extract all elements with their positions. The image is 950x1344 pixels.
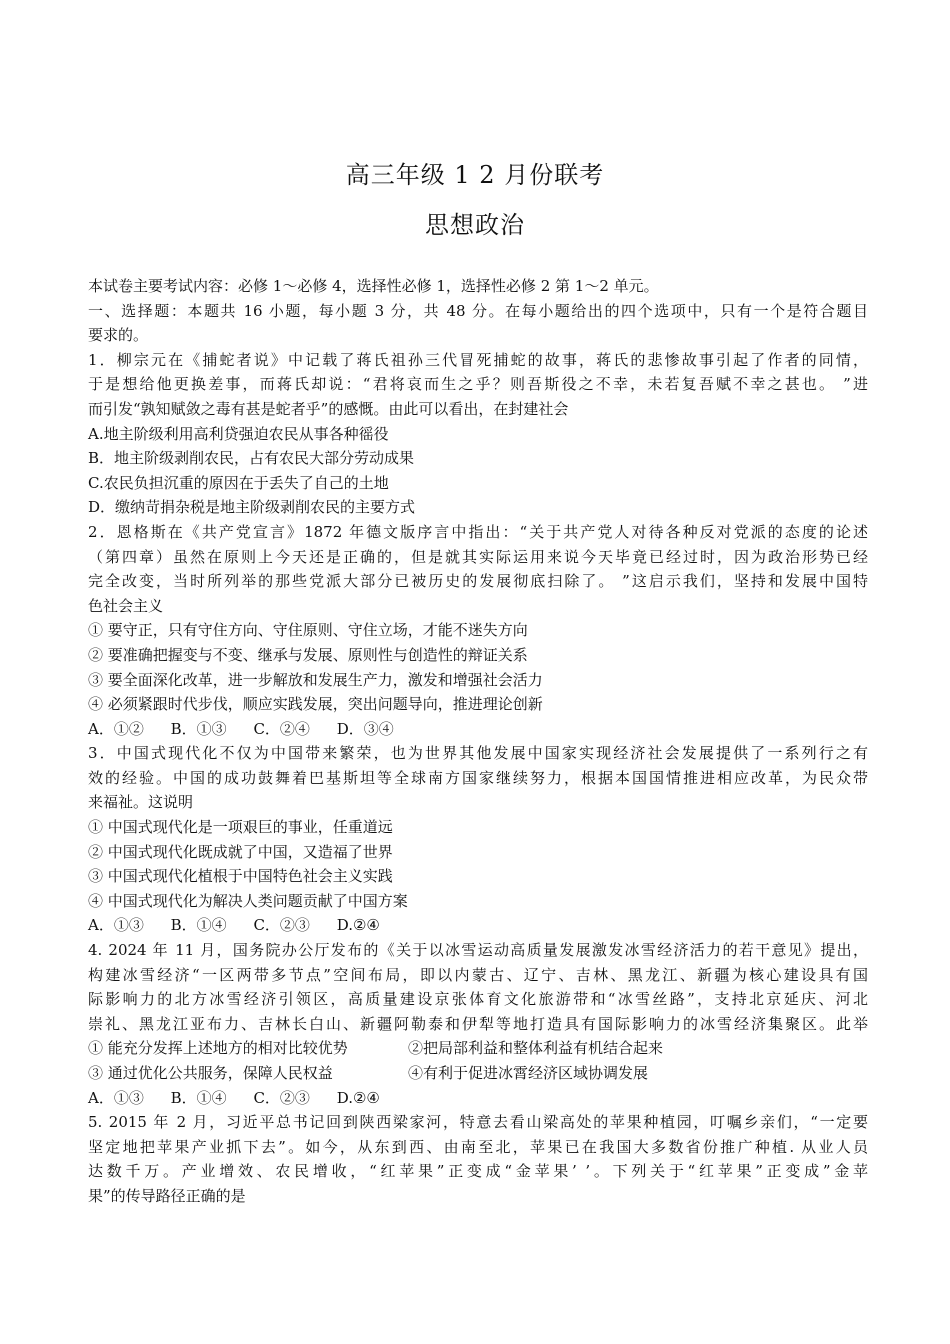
- statement-1: ① 中国式现代化是一项艰巨的事业，任重道远: [88, 818, 393, 837]
- question-stem-line: 2．恩格斯在《共产党宣言》1872 年德文版序言中指出：“关于共产党人对待各种反对党派的态度的论述: [88, 522, 868, 541]
- question-4: [88, 938, 868, 1110]
- section-instruction-cont: 要求的。: [88, 326, 149, 345]
- question-stem-line: 5. 2015 年 2 月，习近平总书记回到陕西梁家河，特意去看山梁高处的苹果种植园，叮嘱乡亲们，“一定要: [88, 1113, 868, 1132]
- subject-title: 思想政治: [425, 211, 525, 239]
- option-d: D．缴纳苛捐杂税是地主阶级剥削农民的主要方式: [88, 498, 416, 517]
- question-stem-line: 构建冰雪经济“一区两带多节点”空间布局，即以内蒙古、辽宁、吉林、黑龙江、新疆为核心建设具有国: [88, 965, 868, 984]
- choice-a: A．①②: [88, 719, 144, 738]
- answer-choices: [88, 717, 868, 742]
- statement-2: ② 中国式现代化既成就了中国，又造福了世界: [88, 842, 393, 861]
- question-stem-line: 达数千万。产业增效、农民增收，“红苹果”正变成“金苹果’ ’。下列关于“红苹果”正变成”金苹: [88, 1162, 868, 1181]
- section-instruction: 一、选择题：本题共 16 小题，每小题 3 分，共 48 分。在每小题给出的四个选项中，只有一个是符合题目: [88, 301, 868, 320]
- question-2: [88, 520, 868, 741]
- choice-c: C．②④: [253, 719, 310, 738]
- exam-title: 高三年级 1 2 月份联考: [345, 161, 605, 189]
- statement-4: ④ 中国式现代化为解决人类问题贡献了中国方案: [88, 891, 408, 910]
- question-stem-line: 于是想给他更换差事，而蒋氏却说：“君将哀而生之乎？则吾斯役之不幸，未若复吾赋不幸之甚也。 ”进: [88, 375, 868, 394]
- question-stem-line: 1．柳宗元在《捕蛇者说》中记载了蒋氏祖孙三代冒死捕蛇的故事，蒋氏的悲惨故事引起了作者的同情，: [88, 350, 868, 369]
- option-b: B．地主阶级剥削农民，占有农民大部分劳动成果: [88, 449, 415, 468]
- choice-d: D．③④: [336, 719, 394, 738]
- choice-c: C．②③: [253, 916, 310, 935]
- statement-1: ① 能充分发挥上述地方的相对比较优势: [88, 1039, 348, 1058]
- question-stem-line: （第四章）虽然在原则上今天还是正确的，但是就其实际运用来说今天毕竟已经过时，因为政治形势已经: [88, 547, 868, 566]
- choice-b: B．①④: [170, 916, 227, 935]
- question-3: [88, 741, 868, 938]
- statement-4: ④ 必须紧跟时代步伐，顺应实践发展，突出问题导向，推进理论创新: [88, 695, 543, 714]
- statement-row: [88, 1061, 868, 1086]
- statement-1: ① 要守正，只有守住方向、守住原则、守住立场，才能不迷失方向: [88, 621, 528, 640]
- question-stem-line: 效的经验。中国的成功鼓舞着巴基斯坦等全球南方国家继续努力，根据本国国情推进相应改革，为民众带: [88, 768, 868, 787]
- statement-3: ③ 通过优化公共服务，保障人民权益: [88, 1064, 333, 1082]
- question-1: [88, 348, 868, 520]
- statement-2: ②把局部利益和整体利益有机结合起来: [408, 1039, 664, 1058]
- answer-choices: [88, 1086, 868, 1111]
- question-stem-line: 而引发“孰知赋敛之毒有甚是蛇者乎”的感慨。由此可以看出，在封建社会: [88, 399, 569, 418]
- scope-text: 本试卷主要考试内容：必修 1～必修 4，选择性必修 1，选择性必修 2 第 1～2 单元。: [88, 277, 659, 295]
- choice-b: B．①④: [170, 1088, 227, 1107]
- question-stem-line: 际影响力的北方冰雪经济引领区，高质量建设京张体育文化旅游带和“冰雪丝路”，支持北京延庆、河北: [88, 990, 868, 1009]
- choice-a: A．①③: [88, 916, 144, 935]
- question-5: [88, 1110, 868, 1208]
- statement-4: ④有利于促进冰霄经济区域协调发展: [408, 1064, 649, 1082]
- statement-row: [88, 1036, 868, 1061]
- statement-3: ③ 要全面深化改革，进一步解放和发展生产力，激发和增强社会活力: [88, 670, 543, 689]
- answer-choices: [88, 913, 868, 938]
- question-stem-line: 完全改变，当时所列举的那些党派大部分已被历史的发展彻底扫除了。 ”这启示我们，坚持和发展中国特: [88, 572, 868, 591]
- statement-2: ② 要准确把握变与不变、继承与发展、原则性与创造性的辩证关系: [88, 645, 528, 664]
- question-stem-line: 坚定地把苹果产业抓下去”。如今，从东到西、由南至北，苹果已在我国大多数省份推广种植. 从业人员: [88, 1137, 868, 1156]
- option-c: C.农民负担沉重的原因在于丢失了自己的土地: [88, 473, 389, 492]
- choice-a: A．①③: [88, 1088, 144, 1107]
- choice-d: D.②④: [336, 1088, 380, 1107]
- choice-d: D.②④: [336, 916, 380, 935]
- question-stem-line: 4. 2024 年 11 月，国务院办公厅发布的《关于以冰雪运动高质量发展激发冰雪经济活力的若干意见》提出，: [88, 941, 868, 960]
- option-a: A.地主阶级利用高利贷强迫农民从事各种徭役: [88, 424, 389, 443]
- question-stem-line: 果”的传导路径正确的是: [88, 1186, 246, 1205]
- choice-c: C．②③: [253, 1088, 310, 1107]
- question-stem-line: 来福祉。这说明: [88, 793, 194, 812]
- exam-body: [88, 274, 868, 1209]
- question-stem-line: 色社会主义: [88, 596, 164, 615]
- question-stem-line: 3．中国式现代化不仅为中国带来繁荣，也为世界其他发展中国家实现经济社会发展提供了一系列行之有: [88, 744, 868, 763]
- statement-3: ③ 中国式现代化植根于中国特色社会主义实践: [88, 867, 393, 886]
- choice-b: B．①③: [170, 719, 227, 738]
- question-stem-line: 崇礼、黑龙江亚布力、吉林长白山、新疆阿勒泰和伊犁等地打造具有国际影响力的冰雪经济集聚区。此举: [88, 1014, 868, 1033]
